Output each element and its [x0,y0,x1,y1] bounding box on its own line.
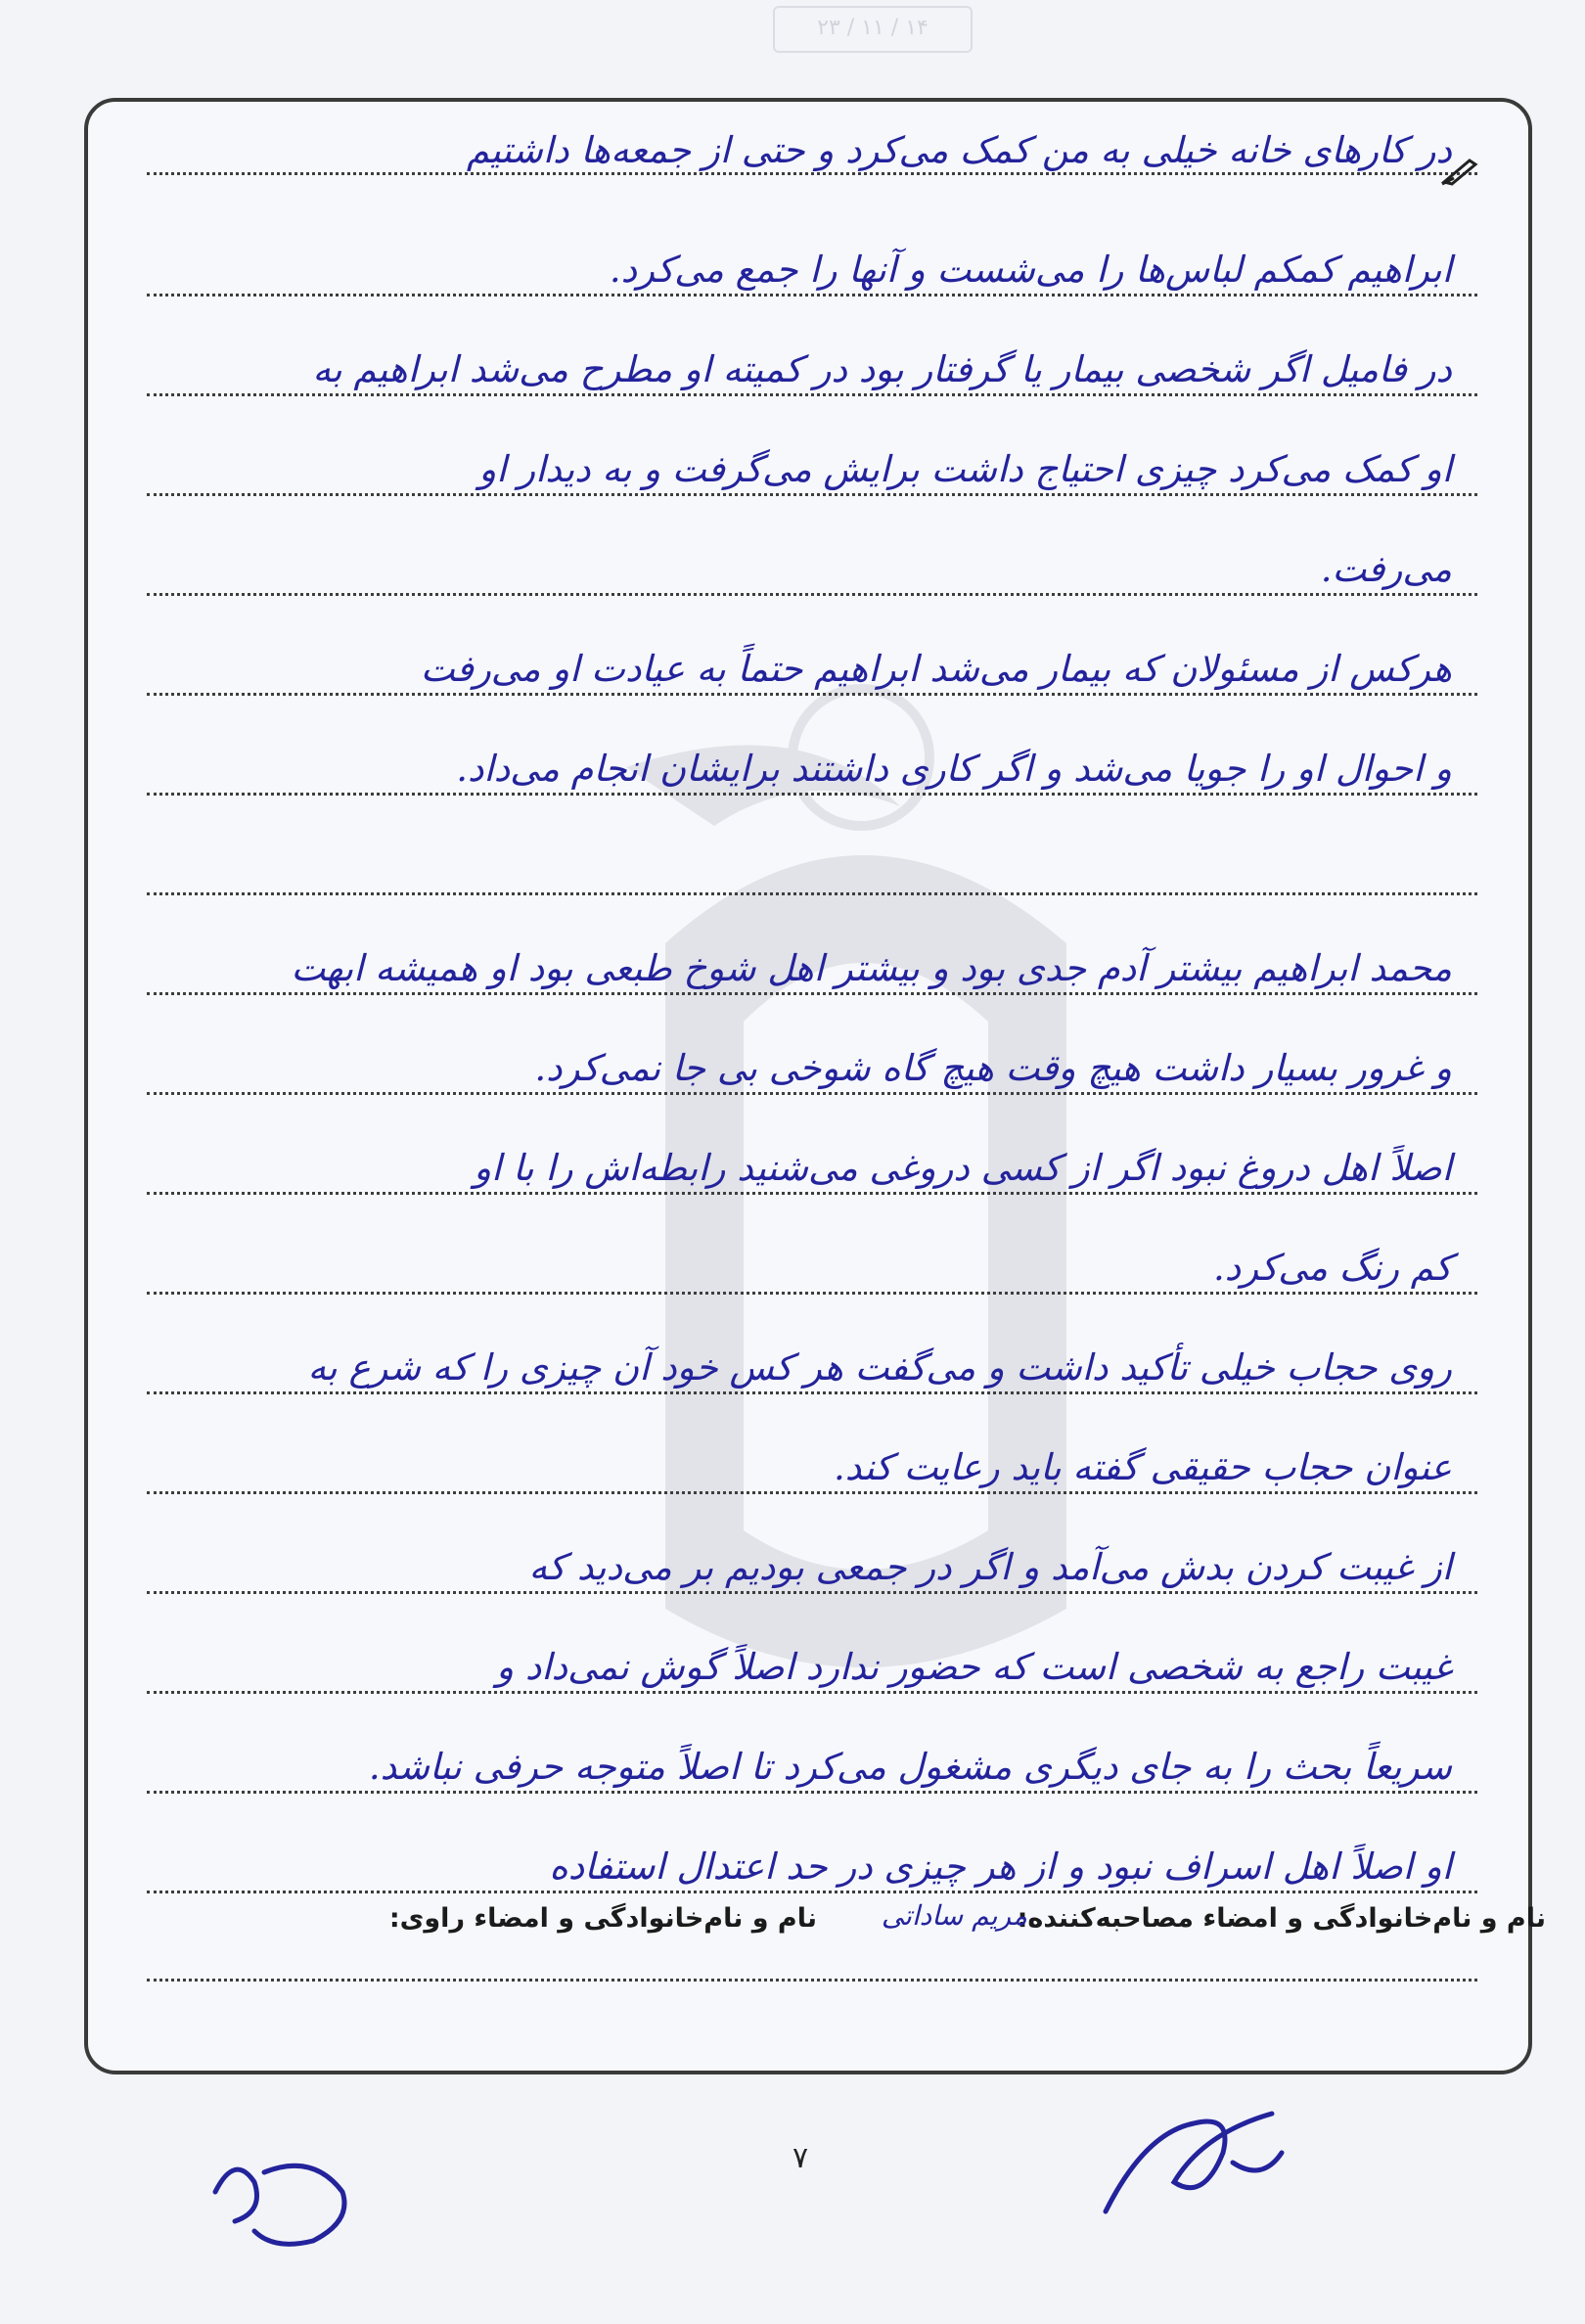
text-line-1: در کارهای خانه خیلی به من کمک می‌کرد و حتی از جمعه‌ها داشتیم [466,129,1452,171]
text-line-3: در فامیل اگر شخصی بیمار یا گرفتار بود در کمیته او مطرح می‌شد ابراهیم به [312,348,1452,390]
narrator-signature-icon [1086,2094,1301,2231]
text-line-4: او کمک می‌کرد چیزی احتیاج داشت برایش می‌گرفت و به دیدار او [478,448,1452,490]
interviewer-name: مریم ساداتی [881,1899,1027,1932]
text-line-5: می‌رفت. [1320,548,1452,590]
text-line-11: اصلاً اهل دروغ نبود اگر از کسی دروغی می‌شنید رابطه‌اش را با او [474,1147,1452,1189]
text-line-7: و احوال او را جویا می‌شد و اگر کاری داشتند برایشان انجام می‌داد. [456,748,1452,790]
text-line-6: هرکس از مسئولان که بیمار می‌شد ابراهیم حتماً به عیادت او می‌رفت [420,648,1452,690]
interviewer-signature-icon [196,2133,372,2260]
text-line-13: روی حجاب خیلی تأکید داشت و می‌گفت هر کس خود آن چیزی را که شرع به [307,1346,1452,1389]
page-frame [84,98,1532,2074]
page-number: ۷ [792,2141,809,2175]
text-line-2: ابراهیم کمکم لباس‌ها را می‌شست و آنها را جمع می‌کرد. [609,249,1452,291]
text-line-18: او اصلاً اهل اسراف نبود و از هر چیزی در حد اعتدال استفاده [549,1846,1452,1888]
text-line-12: کم رنگ می‌کرد. [1213,1247,1452,1289]
interviewer-label: نام و نام‌خانوادگی و امضاء مصاحبه‌کننده: [1017,1903,1546,1934]
top-stamp-text: ۲۳ / ۱۱ / ۱۴ [817,16,928,40]
text-line-17: سریعاً بحث را به جای دیگری مشغول می‌کرد تا اصلاً متوجه حرفی نباشد. [368,1746,1452,1788]
narrator-label: نام و نام‌خانوادگی و امضاء راوی: [388,1903,817,1934]
signature-footer [39,1899,1546,1952]
text-line-16: غیبت راجع به شخصی است که حضور ندارد اصلاً گوش نمی‌داد و [496,1646,1452,1688]
text-line-10: و غرور بسیار داشت هیچ وقت هیچ گاه شوخی بی جا نمی‌کرد. [534,1047,1452,1089]
text-line-15: از غیبت کردن بدش می‌آمد و اگر در جمعی بودیم بر می‌دید که [528,1546,1452,1588]
text-line-9: محمد ابراهیم بیشتر آدم جدی بود و بیشتر اهل شوخ طبعی بود او همیشه ابهت [291,947,1452,989]
top-stamp [773,6,973,53]
text-line-14: عنوان حجاب حقیقی گفته باید رعایت کند. [834,1446,1452,1488]
